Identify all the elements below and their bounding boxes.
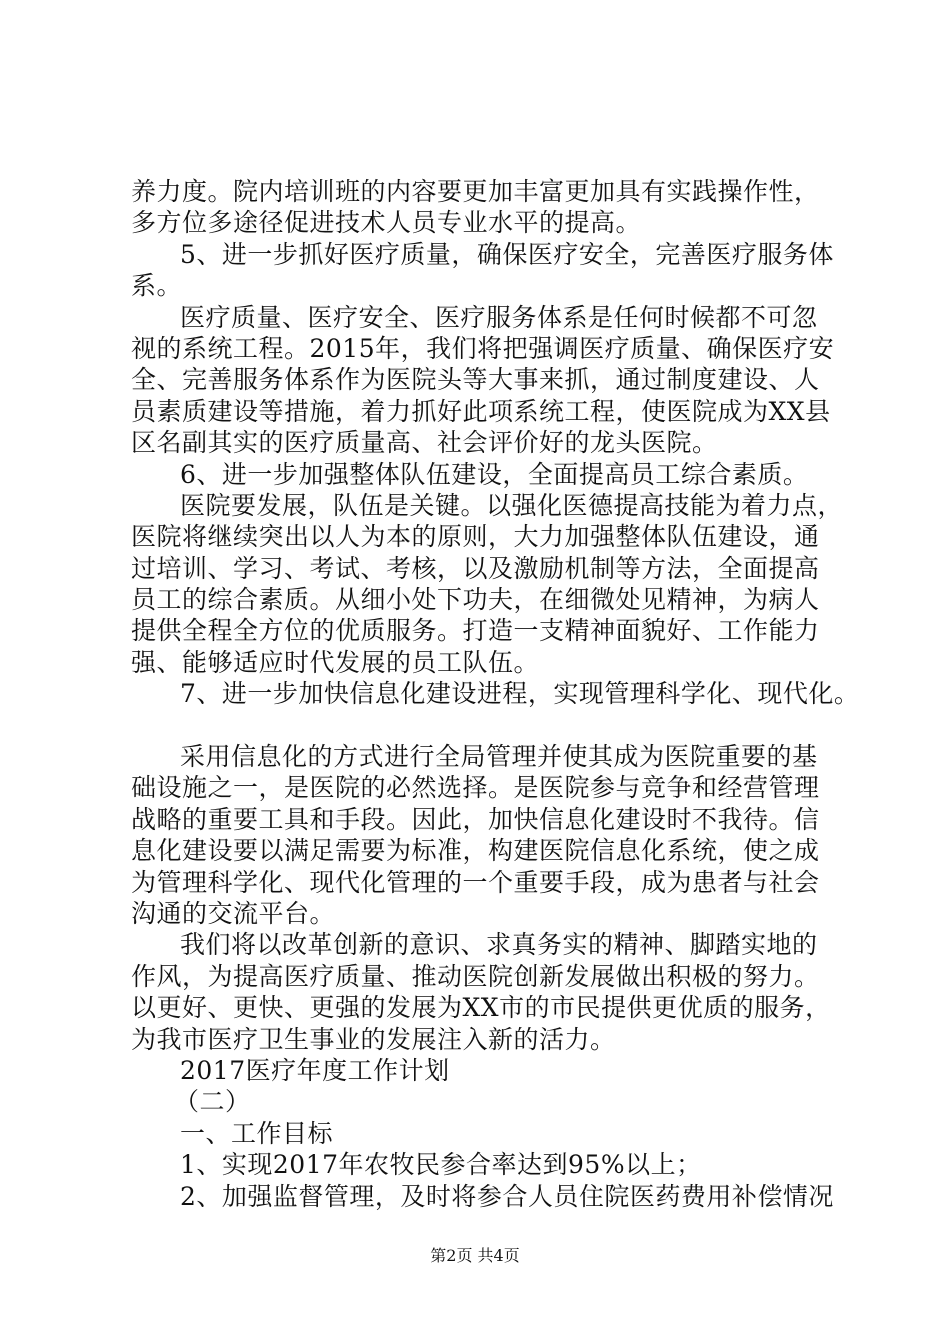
paragraph-start: 我们将以改革创新的意识、求真务实的精神、脚踏实地的 [180,930,818,960]
text-line: 为管理科学化、现代化管理的一个重要手段，成为患者与社会 [131,867,820,897]
text-line: 多方位多途径促进技术人员专业水平的提高。 [131,208,642,238]
document-body [131,176,860,1212]
blank-line [131,710,841,741]
text-line: 沟通的交流平台。 [131,898,336,928]
text-line: 强、能够适应时代发展的员工队伍。 [131,647,540,677]
text-line: 息化建设要以满足需要为标准，构建医院信息化系统，使之成 [131,836,820,866]
text-line: 全、完善服务体系作为医院头等大事来抓，通过制度建设、人 [131,365,820,395]
section-heading: 一、工作目标 [180,1118,334,1148]
section-heading: 7、进一步加快信息化建设进程，实现管理科学化、现代化。 [180,679,860,709]
text-line: 提供全程全方位的优质服务。打造一支精神面貌好、工作能力 [131,616,820,646]
page-footer [0,1246,950,1266]
text-line: 养力度。院内培训班的内容要更加丰富更加具有实践操作性， [131,177,820,206]
section-heading: 6、进一步加强整体队伍建设，全面提高员工综合素质。 [180,459,809,489]
text-line: 作风，为提高医疗质量、推动医院创新发展做出积极的努力。 [131,961,820,991]
text-line: 医院将继续突出以人为本的原则，大力加强整体队伍建设，通 [131,522,820,552]
paragraph-start: 医院要发展，队伍是关键。以强化医德提高技能为着力点， [180,490,844,520]
plan-subtitle: （二） [174,1087,251,1117]
paragraph-start: 采用信息化的方式进行全局管理并使其成为医院重要的基 [180,742,818,772]
list-item: 1、实现2017年农牧民参合率达到95%以上； [180,1150,702,1180]
page-number-label: 第2页 共4页 [430,1246,520,1265]
list-item: 2、加强监督管理，及时将参合人员住院医药费用补偿情况 [180,1181,834,1211]
section-heading: 5、进一步抓好医疗质量，确保医疗安全，完善医疗服务体 [180,239,834,269]
text-line: 员素质建设等措施，着力抓好此项系统工程，使医院成为XX县 [131,396,831,426]
text-line: 员工的综合素质。从细小处下功夫，在细微处见精神，为病人 [131,585,820,615]
text-line: 过培训、学习、考试、考核，以及激励机制等方法，全面提高 [131,553,820,583]
text-line: 础设施之一，是医院的必然选择。是医院参与竞争和经营管理 [131,773,820,803]
paragraph-start: 医疗质量、医疗安全、医疗服务体系是任何时候都不可忽 [180,302,818,332]
plan-title: 2017医疗年度工作计划 [180,1055,450,1085]
text-line: 视的系统工程。2015年，我们将把强调医疗质量、确保医疗安 [131,333,835,363]
text-line: 以更好、更快、更强的发展为XX市的市民提供更优质的服务， [131,993,831,1023]
text-line: 为我市医疗卫生事业的发展注入新的活力。 [131,1024,616,1054]
text-line: 系。 [131,271,183,301]
text-line: 区名副其实的医疗质量高、社会评价好的龙头医院。 [131,428,718,458]
text-line: 战略的重要工具和手段。因此，加快信息化建设时不我待。信 [131,804,820,834]
